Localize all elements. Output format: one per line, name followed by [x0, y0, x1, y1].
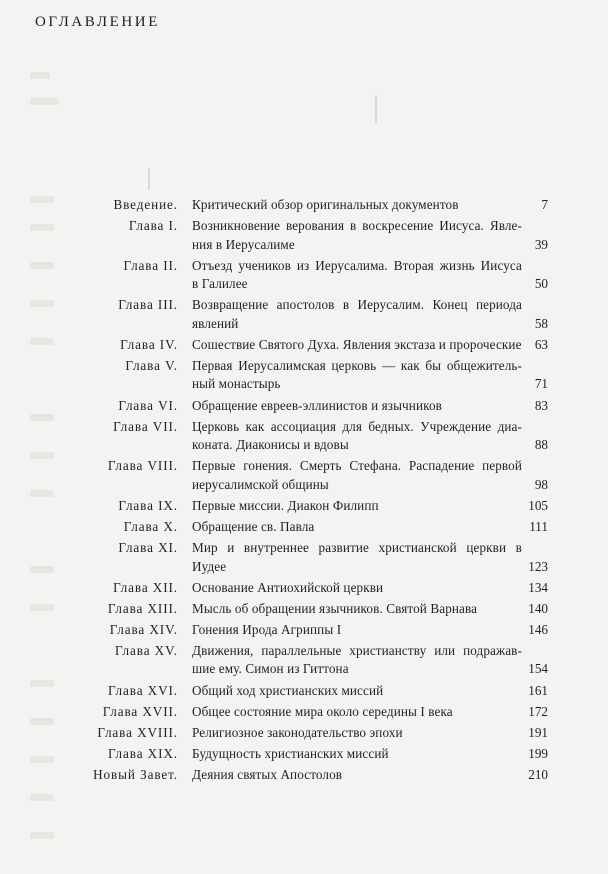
toc-entry-page-number: 63 — [534, 336, 548, 352]
toc-entry-title-line: Мир и внутреннее развитие христианской церкви в — [192, 540, 522, 556]
toc-entry-title-line: коната. Диаконисы и вдовы — [192, 437, 349, 453]
toc-entry — [0, 539, 608, 576]
toc-entry-title — [192, 257, 522, 294]
show-through-line — [148, 168, 150, 190]
toc-entry-title-line: Обращение евреев-эллинистов и язычников — [192, 397, 442, 413]
toc-entry — [0, 296, 608, 333]
toc-entry-page-number: 88 — [534, 437, 548, 453]
toc-entry-title-line: в Галилее — [192, 276, 248, 292]
toc-entry-label: Глава II. — [123, 257, 178, 273]
toc-entry — [0, 418, 608, 455]
toc-entry-page-number: 146 — [528, 621, 548, 637]
toc-entry-page-number: 58 — [534, 315, 548, 331]
toc-entry-label: Глава XVII. — [102, 703, 178, 719]
page-title: ОГЛАВЛЕНИЕ — [35, 14, 160, 30]
toc-entry-title-line: Иудее — [192, 558, 227, 574]
toc-entry-title — [192, 703, 522, 722]
toc-entry-title-line: иерусалимской общины — [192, 476, 329, 492]
toc-entry-title — [192, 217, 522, 254]
toc-entry-title — [192, 724, 522, 743]
toc-entry — [0, 682, 608, 701]
toc-entry-title-line: Сошествие Святого Духа. Явления экстаза и пророческие — [192, 336, 522, 352]
toc-entry-title-line: Первая Иерусалимская церковь — как бы общежитель- — [192, 357, 522, 373]
toc-entry-label: Глава XI. — [118, 540, 178, 556]
toc-entry-page-number: 71 — [534, 376, 548, 392]
toc-entry — [0, 703, 608, 722]
toc-entry-page-number: 105 — [528, 497, 548, 513]
toc-entry-title — [192, 196, 522, 215]
toc-entry-title-line: Деяния святых Апостолов — [192, 766, 343, 782]
toc-entry-label: Глава XII. — [113, 579, 178, 595]
toc-entry-page-number: 7 — [541, 197, 548, 212]
toc-entry-label: Глава XVIII. — [97, 724, 178, 740]
toc-entry — [0, 257, 608, 294]
toc-entry — [0, 642, 608, 679]
toc-entry-title-line: Движения, параллельные христианству или подражав- — [192, 642, 522, 658]
toc-entry-title — [192, 621, 522, 640]
toc-entry-page-number: 123 — [528, 558, 548, 574]
toc-entry-label: Новый Завет. — [93, 766, 178, 782]
toc-entry-title-line: Первые миссии. Диакон Филипп — [192, 497, 379, 513]
toc-entry-title — [192, 682, 522, 701]
toc-entry-page-number: 98 — [534, 476, 548, 492]
toc-entry-title — [192, 296, 522, 333]
toc-entry-title-line: Основание Антиохийской церкви — [192, 579, 384, 595]
toc-entry-label: Глава VI. — [118, 397, 178, 413]
toc-entry-title — [192, 579, 522, 598]
toc-entry-page-number: 83 — [534, 397, 548, 413]
toc-entry — [0, 196, 608, 215]
toc-entry — [0, 600, 608, 619]
toc-entry-title — [192, 539, 522, 576]
toc-entry-page-number: 111 — [529, 518, 548, 534]
toc-entry-title-line: Общее состояние мира около середины I века — [192, 703, 453, 719]
toc-entry-title — [192, 357, 522, 394]
toc-entry-label: Глава VIII. — [107, 458, 178, 474]
toc-entry-title-line: Возвращение апостолов в Иерусалим. Конец периода — [192, 297, 522, 313]
toc-entry-title-line: Критический обзор оригинальных документов — [192, 197, 459, 212]
toc-entry-title — [192, 336, 522, 355]
show-through-mark — [30, 794, 54, 801]
toc-entry-title-line: Будущность христианских миссий — [192, 745, 389, 761]
show-through-mark — [30, 98, 58, 105]
toc-entry-title-line: Отъезд учеников из Иерусалима. Вторая жизнь Иисуса — [192, 257, 522, 273]
toc-entry-title-line: ния в Иерусалиме — [192, 236, 295, 252]
toc-entry-title-line: Религиозное законодательство эпохи — [192, 724, 403, 740]
toc-entry — [0, 397, 608, 416]
toc-entry — [0, 357, 608, 394]
toc-entry-label: Глава XIX. — [107, 745, 178, 761]
toc-entry-label: Глава VII. — [113, 418, 178, 434]
toc-entry — [0, 724, 608, 743]
show-through-mark — [30, 832, 54, 839]
toc-entry-label: Глава IX. — [118, 497, 178, 513]
toc-entry-title-line: ный монастырь — [192, 376, 281, 392]
toc-entry-page-number: 50 — [534, 276, 548, 292]
toc-entry — [0, 766, 608, 785]
toc-entry-title — [192, 642, 522, 679]
toc-entry-label: Глава XIV. — [109, 621, 178, 637]
toc-entry-title-line: явлений — [192, 315, 239, 331]
toc-entry-title — [192, 745, 522, 764]
toc-entry-title-line: Церковь как ассоциация для бедных. Учреждение диа- — [192, 418, 522, 434]
toc-entry — [0, 579, 608, 598]
toc-entry-label: Глава IV. — [120, 336, 178, 352]
toc-entry — [0, 336, 608, 355]
toc-entry-page-number: 210 — [528, 766, 548, 782]
toc-entry — [0, 518, 608, 537]
toc-entry-label: Глава XVI. — [107, 682, 178, 698]
toc-entry-title — [192, 497, 522, 516]
toc-entry-page-number: 191 — [528, 724, 548, 740]
toc-entry-title — [192, 457, 522, 494]
toc-entry-title-line: Мысль об обращении язычников. Святой Варнава — [192, 600, 478, 616]
toc-entry-title-line: шие ему. Симон из Гиттона — [192, 661, 349, 677]
toc-entry-title — [192, 397, 522, 416]
show-through-mark — [30, 72, 50, 79]
toc-entry-title — [192, 418, 522, 455]
toc-entry-title-line: Обращение св. Павла — [192, 518, 315, 534]
toc-entry — [0, 745, 608, 764]
show-through-line — [375, 95, 377, 123]
toc-entry — [0, 621, 608, 640]
toc-entry-page-number: 134 — [528, 579, 548, 595]
toc-entry-label: Глава XIII. — [107, 600, 178, 616]
toc-entry-title-line: Первые гонения. Смерть Стефана. Распадение первой — [192, 458, 522, 474]
toc-entry — [0, 457, 608, 494]
toc-entry-label: Глава V. — [125, 357, 178, 373]
toc-entry-title — [192, 518, 522, 537]
toc-entry-title-line: Общий ход христианских миссий — [192, 682, 384, 698]
toc-entry-title-line: Возникновение верования в воскресение Иисуса. Явле- — [192, 218, 522, 234]
toc-entry-page-number: 161 — [528, 682, 548, 698]
toc-entry-label: Введение. — [113, 197, 178, 212]
toc-entry-page-number: 39 — [534, 236, 548, 252]
toc-entry-page-number: 199 — [528, 745, 548, 761]
toc-entry — [0, 497, 608, 516]
toc-entry — [0, 217, 608, 254]
table-of-contents — [0, 196, 608, 787]
toc-entry-label: Глава III. — [118, 297, 178, 313]
toc-entry-title-line: Гонения Ирода Агриппы I — [192, 621, 342, 637]
toc-entry-title — [192, 766, 522, 785]
toc-entry-page-number: 172 — [528, 703, 548, 719]
toc-entry-title — [192, 600, 522, 619]
toc-entry-page-number: 140 — [528, 600, 548, 616]
toc-entry-page-number: 154 — [528, 661, 548, 677]
toc-entry-label: Глава I. — [128, 218, 178, 234]
toc-entry-label: Глава XV. — [114, 642, 178, 658]
toc-entry-label: Глава X. — [123, 518, 178, 534]
